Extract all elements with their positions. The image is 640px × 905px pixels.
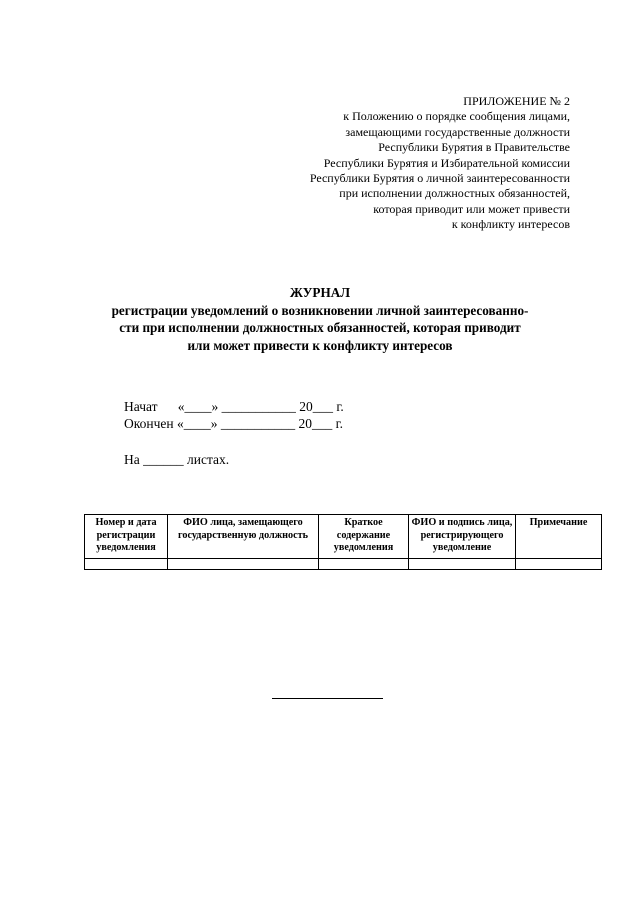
table-cell: [168, 558, 319, 569]
appendix-line: при исполнении должностных обязанностей,: [339, 186, 570, 201]
appendix-line: Республики Бурятия и Избирательной комиссии: [323, 155, 570, 170]
table-cell: [409, 558, 516, 569]
journal-subtitle-line: сти при исполнении должностных обязанностей, которая приводит: [119, 320, 521, 335]
header-note: Примечание: [516, 515, 602, 559]
journal-ended-line: Окончен «____» ___________ 20___ г.: [124, 416, 343, 431]
table-row: [85, 558, 602, 569]
appendix-line: которая приводит или может привести: [373, 201, 570, 216]
appendix-line: Республики Бурятия о личной заинтересованности: [309, 171, 570, 186]
appendix-line: к конфликту интересов: [451, 217, 570, 232]
header-registrar-name-signature: ФИО и подпись лица, регистрирующего уведомление: [409, 515, 516, 559]
journal-title: ЖУРНАЛ: [289, 285, 351, 300]
journal-heading: [60, 284, 580, 354]
table-cell: [85, 558, 168, 569]
journal-started-line: Начат «____» ___________ 20___ г.: [124, 399, 344, 414]
journal-subtitle-line: регистрации уведомлений о возникновении личной заинтересованно-: [111, 302, 529, 318]
header-registration-number-date: Номер и дата регистрации уведомления: [85, 515, 168, 559]
appendix-title: ПРИЛОЖЕНИЕ № 2: [463, 94, 570, 108]
table-cell: [319, 558, 409, 569]
appendix-line: Республики Бурятия в Правительстве: [378, 140, 570, 155]
appendix-line: замещающими государственные должности: [345, 124, 570, 139]
appendix-line: к Положению о порядке сообщения лицами,: [343, 109, 570, 124]
registry-table: [84, 514, 602, 570]
appendix-block: [270, 94, 570, 233]
header-summary: Краткое содержание уведомления: [319, 515, 409, 559]
journal-subtitle-line: или может привести к конфликту интересов: [187, 337, 453, 353]
journal-sheets-line: На ______ листах.: [124, 452, 230, 467]
table-header-row: [85, 515, 602, 559]
header-official-name: ФИО лица, замещающего государственную должность: [168, 515, 319, 559]
bottom-divider-line: [272, 698, 383, 699]
table-cell: [516, 558, 602, 569]
